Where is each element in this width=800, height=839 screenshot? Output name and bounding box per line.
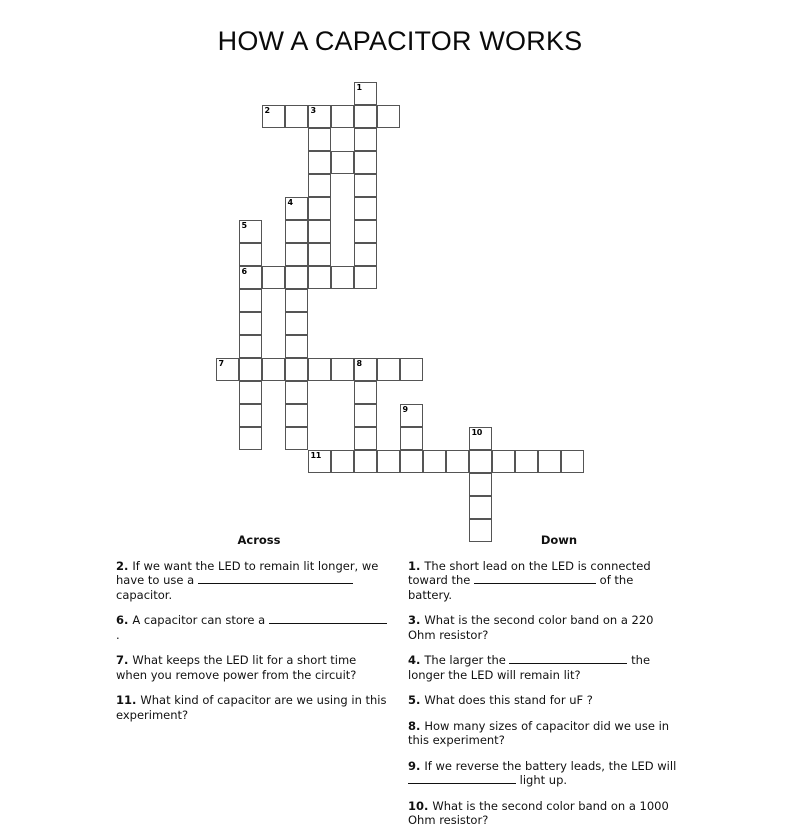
clue-text: What is the second color band on a 1000 Ohm resistor? (408, 798, 669, 827)
crossword-cell[interactable] (285, 312, 308, 335)
crossword-cell[interactable] (239, 335, 262, 358)
crossword-cell[interactable] (308, 197, 331, 220)
cell-number-1: 1 (356, 83, 362, 92)
crossword-cell[interactable] (308, 151, 331, 174)
crossword-cell[interactable] (239, 312, 262, 335)
down-clue-1[interactable] (408, 559, 680, 603)
crossword-cell-numbered-3[interactable] (308, 105, 331, 128)
crossword-cell[interactable] (354, 450, 377, 473)
down-clue-4[interactable] (408, 653, 680, 682)
down-clue-3[interactable] (408, 613, 680, 642)
crossword-cell[interactable] (308, 266, 331, 289)
cell-number-3: 3 (310, 106, 316, 115)
crossword-cell[interactable] (331, 358, 354, 381)
crossword-cell[interactable] (400, 427, 423, 450)
cell-number-8: 8 (356, 359, 362, 368)
crossword-cell-numbered-9[interactable] (400, 404, 423, 427)
crossword-cell[interactable] (239, 243, 262, 266)
cell-number-10: 10 (471, 428, 483, 437)
crossword-cell[interactable] (285, 289, 308, 312)
crossword-cell[interactable] (285, 381, 308, 404)
clue-text: the longer the LED will remain lit? (408, 653, 651, 682)
crossword-cell-numbered-5[interactable] (239, 220, 262, 243)
clue-text: How many sizes of capacitor did we use in this experiment? (408, 718, 670, 747)
crossword-cell[interactable] (354, 128, 377, 151)
across-heading: Across (237, 533, 281, 547)
clue-number: 6. (116, 613, 133, 627)
crossword-cell[interactable] (308, 174, 331, 197)
crossword-cell[interactable] (331, 266, 354, 289)
clue-answer-blank (474, 573, 596, 584)
clue-text: of the battery. (408, 573, 634, 602)
clue-text: The larger the (424, 653, 510, 667)
crossword-cell[interactable] (308, 220, 331, 243)
crossword-cell[interactable] (285, 105, 308, 128)
crossword-cell[interactable] (377, 105, 400, 128)
clue-number: 5. (408, 693, 425, 707)
cell-number-5: 5 (241, 221, 247, 230)
crossword-cell[interactable] (354, 197, 377, 220)
crossword-cell[interactable] (331, 151, 354, 174)
across-clue-column (116, 533, 388, 733)
clue-text: capacitor. (116, 587, 173, 602)
clue-answer-blank (509, 653, 627, 664)
down-heading: Down (540, 533, 578, 547)
crossword-cell[interactable] (285, 427, 308, 450)
down-clue-list (408, 559, 680, 828)
crossword-cell[interactable] (492, 450, 515, 473)
clue-text: The short lead on the LED is connected toward the (408, 558, 651, 587)
clue-number: 10. (408, 798, 433, 813)
clue-text: If we want the LED to remain lit longer, we have to use a (116, 558, 379, 587)
crossword-cell[interactable] (354, 151, 377, 174)
crossword-cell[interactable] (285, 358, 308, 381)
crossword-cell[interactable] (285, 220, 308, 243)
crossword-cell[interactable] (239, 404, 262, 427)
clue-text: A capacitor can store a (132, 613, 269, 627)
cell-number-2: 2 (264, 106, 270, 115)
crossword-cell[interactable] (354, 381, 377, 404)
across-clue-2[interactable] (116, 559, 388, 603)
crossword-cell[interactable] (354, 404, 377, 427)
down-clue-8[interactable] (408, 719, 680, 748)
crossword-cell[interactable] (469, 450, 492, 473)
crossword-cell[interactable] (354, 427, 377, 450)
across-clue-7[interactable] (116, 653, 388, 682)
clue-answer-blank (198, 573, 353, 584)
clue-number: 11. (116, 693, 141, 707)
clue-text: light up. (516, 773, 568, 787)
down-clue-column (408, 533, 680, 839)
across-clue-11[interactable] (116, 693, 388, 722)
crossword-cell[interactable] (285, 243, 308, 266)
crossword-cell[interactable] (239, 427, 262, 450)
down-clue-5[interactable] (408, 693, 680, 708)
crossword-cell[interactable] (285, 266, 308, 289)
crossword-cell[interactable] (354, 105, 377, 128)
crossword-cell[interactable] (423, 450, 446, 473)
crossword-cell[interactable] (400, 358, 423, 381)
clue-text: If we reverse the battery leads, the LED will (424, 758, 677, 773)
clue-text: What does this stand for uF ? (424, 693, 593, 707)
down-clue-9[interactable] (408, 759, 680, 788)
crossword-cell[interactable] (308, 243, 331, 266)
crossword-cell[interactable] (400, 450, 423, 473)
clues-section (0, 533, 800, 827)
crossword-cell[interactable] (285, 335, 308, 358)
crossword-cell[interactable] (377, 450, 400, 473)
clue-number: 4. (408, 653, 425, 667)
crossword-cell[interactable] (331, 105, 354, 128)
page-title: HOW A CAPACITOR WORKS (217, 26, 583, 56)
clue-answer-blank (269, 613, 387, 624)
down-clue-10[interactable] (408, 799, 680, 828)
cell-number-7: 7 (218, 359, 224, 368)
crossword-cell[interactable] (469, 473, 492, 496)
crossword-cell-numbered-6[interactable] (239, 266, 262, 289)
clue-number: 9. (408, 758, 425, 773)
crossword-cell-numbered-11[interactable] (308, 450, 331, 473)
crossword-cell[interactable] (515, 450, 538, 473)
crossword-cell[interactable] (285, 404, 308, 427)
cell-number-11: 11 (310, 451, 322, 460)
cell-number-9: 9 (402, 405, 408, 414)
crossword-cell[interactable] (239, 289, 262, 312)
crossword-cell[interactable] (354, 243, 377, 266)
crossword-cell[interactable] (308, 128, 331, 151)
clue-number: 2. (116, 558, 133, 573)
clue-number: 3. (408, 613, 425, 627)
crossword-cell[interactable] (262, 358, 285, 381)
clue-text: . (116, 627, 120, 642)
clue-answer-blank (408, 773, 516, 784)
across-clue-6[interactable] (116, 613, 388, 642)
crossword-cell[interactable] (377, 358, 400, 381)
cell-number-4: 4 (287, 198, 293, 207)
crossword-cell[interactable] (446, 450, 469, 473)
crossword-cell[interactable] (538, 450, 561, 473)
crossword-cell[interactable] (469, 496, 492, 519)
crossword-cell-numbered-10[interactable] (469, 427, 492, 450)
crossword-cell-numbered-8[interactable] (354, 358, 377, 381)
clue-number: 1. (408, 558, 425, 573)
crossword-cell[interactable] (239, 381, 262, 404)
crossword-cell[interactable] (354, 174, 377, 197)
crossword-cell[interactable] (354, 220, 377, 243)
crossword-cell[interactable] (239, 358, 262, 381)
crossword-cell[interactable] (354, 266, 377, 289)
crossword-cell[interactable] (262, 266, 285, 289)
crossword-cell[interactable] (331, 450, 354, 473)
clue-text: What is the second color band on a 220 Ohm resistor? (408, 613, 654, 642)
clue-text: What keeps the LED lit for a short time when you remove power from the circuit? (116, 653, 357, 682)
crossword-cell-numbered-2[interactable] (262, 105, 285, 128)
crossword-cell-numbered-7[interactable] (216, 358, 239, 381)
across-clue-list (116, 559, 388, 723)
clue-number: 7. (116, 653, 133, 667)
clue-text: What kind of capacitor are we using in this experiment? (116, 693, 387, 722)
cell-number-6: 6 (241, 267, 247, 276)
crossword-cell[interactable] (308, 358, 331, 381)
crossword-cell-numbered-4[interactable] (285, 197, 308, 220)
crossword-cell-numbered-1[interactable] (354, 82, 377, 105)
clue-number: 8. (408, 718, 425, 733)
crossword-cell[interactable] (561, 450, 584, 473)
